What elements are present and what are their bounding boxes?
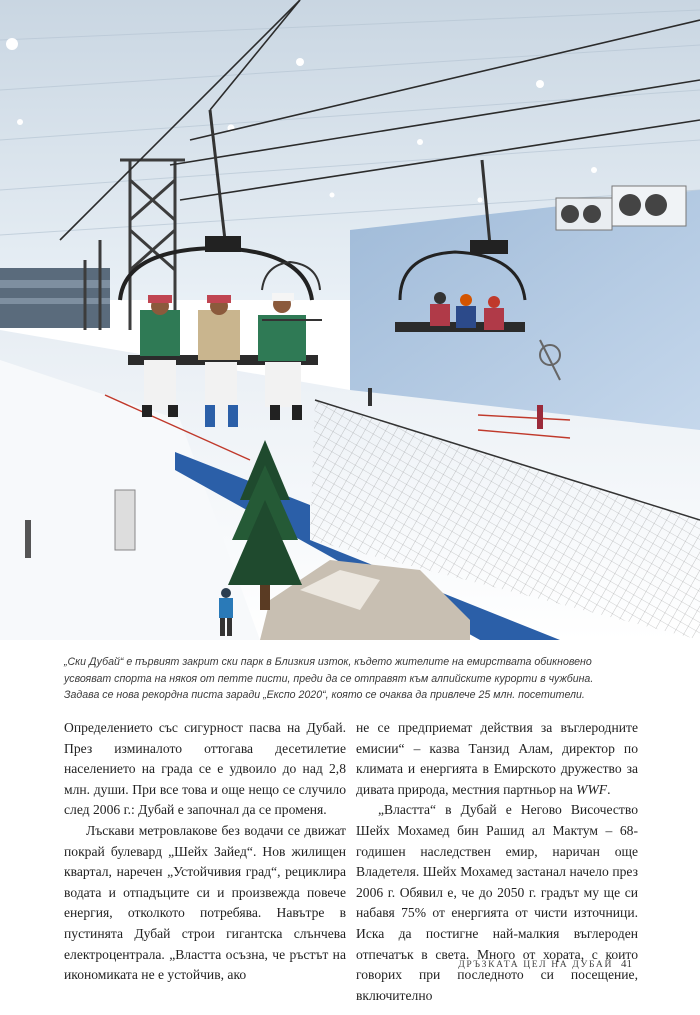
paragraph: „Властта“ в Дубай е Негово Височество Шейх Мохамед бин Рашид ал Мактум – 68-годишен наследствен емир, наричан още Владетеля. Шейх Мохамед застанал начело през 2006 г. Обявил е, че до 2050 г. градът му ще си набавя 75% от енергията от чисти източници. Иска да постигне най-малкия въглероден отпечатък в света. Много от хората, с които говорих при последното си посещение, включително [356,802,638,1003]
text-column-left [64,718,346,986]
page-number: 41 [621,958,632,970]
running-title: ДРЪЗКАТА ЦЕЛ НА ДУБАЙ [458,959,613,970]
page-footer [458,958,632,970]
paragraph [356,718,638,800]
paragraph-end: . [607,781,611,797]
photo-caption [64,654,664,704]
caption-line: „Ски Дубай“ е първият закрит ски парк в Близкия изток, където жителите на емирствата обикновено [64,656,592,668]
paragraph: Лъскави метровлакове без водачи се движат покрай булевард „Шейх Зайед“. Нов жилищен квартал, наречен „Устойчивия град“, рециклира водата и отпадъците си и произвежда повече енергия, отколкото потребява. Навътре в пустинята Дубай строи гигантска слънчева електроцентрала. „Властта осъзна, че ръстът на икономиката не е устойчив, ако [64,822,346,983]
rider-3 [258,293,306,420]
paragraph-text: не се предприемат действия за въглеродните емисии“ – казва Танзид Алам, директор по климата и енергията в Емирското дружество за дивата природа, местния партньор на [356,720,638,797]
caption-line: Задава се нова рекордна писта заради „Експо 2020“, която се очаква да привлече 25 млн. посетители. [64,689,585,701]
caption-line: усвояват спорта на някоя от петте писти, преди да се отправят към алпийските курорти в чужбина. [64,672,594,685]
rider-1 [140,295,180,417]
paragraph: Определението със сигурност пасва на Дубай. През изминалото оттогава десетилетие населението на града се е удвоило до над 2,8 млн. души. При все това и още нещо се случило след 2006 г.: Дубай е започнал да се променя. [64,720,346,818]
snow-feature [115,490,135,550]
wwf-abbreviation: WWF [576,781,608,797]
